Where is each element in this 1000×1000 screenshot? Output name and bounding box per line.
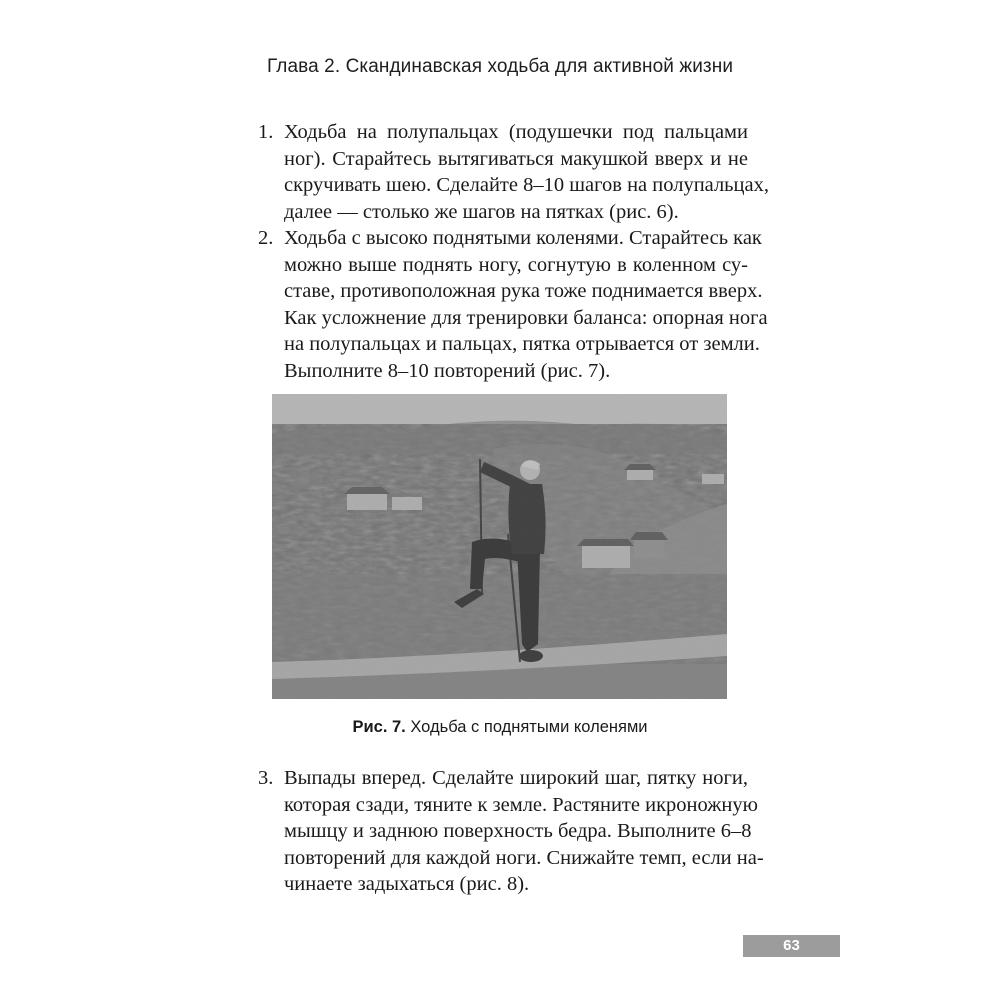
list-item-2 xyxy=(258,225,768,384)
text-line: мышцу и заднюю поверхность бедра. Выполните 6–8 xyxy=(284,820,752,842)
list-item-text xyxy=(284,225,768,384)
list-item-3 xyxy=(258,765,764,898)
running-header: Глава 2. Скандинавская ходьба для активной жизни xyxy=(266,56,734,77)
text-line: которая сзади, тяните к земле. Растяните икроножную xyxy=(284,793,758,816)
text-line: можно выше поднять ногу, согнутую в коленном су- xyxy=(284,253,748,276)
figure-photo xyxy=(272,394,727,699)
text-line: Выпады вперед. Сделайте широкий шаг, пятку ноги, xyxy=(284,767,748,789)
text-line: Как усложнение для тренировки баланса: опорная нога xyxy=(284,306,768,329)
text-line: Ходьба на полупальцах (подушечки под пальцами xyxy=(284,121,748,143)
text-line: на полупальцах и пальцах, пятка отрывается от земли. xyxy=(284,333,760,355)
figure-label: Рис. 7. xyxy=(352,718,406,736)
list-number: 3. xyxy=(258,767,274,789)
text-line: Ходьба с высоко поднятыми коленями. Старайтесь как xyxy=(284,227,762,249)
text-line: повторений для каждой ноги. Снижайте темп, если на- xyxy=(284,846,764,869)
list-item-text xyxy=(284,119,769,225)
list-number: 1. xyxy=(258,121,274,143)
text-line: чинаете задыхаться (рис. 8). xyxy=(284,873,530,895)
list-item-text xyxy=(284,765,764,898)
list-number: 2. xyxy=(258,227,274,249)
text-line: ставе, противоположная рука тоже поднимается вверх. xyxy=(284,280,763,302)
text-line: далее — столько же шагов на пятках (рис. 6). xyxy=(284,200,679,223)
figure-caption-text: Ходьба с поднятыми коленями xyxy=(410,718,648,736)
text-line: ног). Старайтесь вытягиваться макушкой вверх и не xyxy=(284,147,748,170)
text-line: Выполните 8–10 повторений (рис. 7). xyxy=(284,359,611,382)
page-number: 63 xyxy=(743,935,840,957)
figure-caption xyxy=(0,718,1000,737)
list-item-1 xyxy=(258,119,769,225)
text-line: скручивать шею. Сделайте 8–10 шагов на полупальцах, xyxy=(284,174,769,196)
